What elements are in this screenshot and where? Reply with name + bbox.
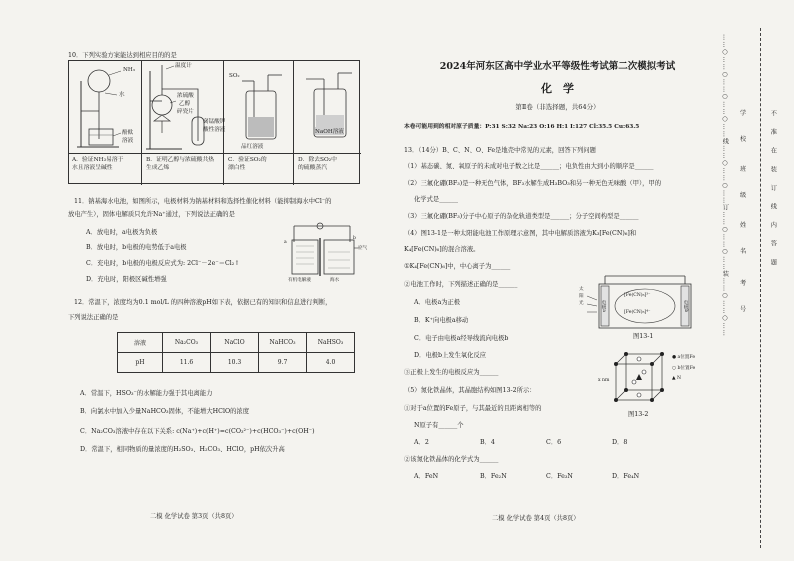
q11-fig-label2: 海水: [330, 278, 340, 283]
q13-p5-option-d: D．8: [612, 439, 628, 446]
binding-field-8: 号: [740, 306, 747, 313]
apparatus-d-diagram: [294, 61, 361, 153]
q13-p5-option2-b: B．Fe₂N: [480, 473, 507, 480]
q11-option-d: D．充电时，阳极区碱性增强: [86, 276, 167, 283]
q11-option-c: C．充电时，b电极的电极反应式为: 2Cl⁻－2e⁻＝Cl₂↑: [86, 260, 240, 267]
fig13-1-ion-2: [Fe(CN)₆]⁴⁻: [624, 310, 651, 315]
q13-part4c: ①K₄[Fe(CN)₆]中，中心离子为______: [404, 263, 511, 270]
fig13-1-sun-3: 光: [579, 301, 584, 306]
q10-option-c: C．验证SO₂的 漂白性: [228, 157, 267, 171]
label-thermometer: 温度计: [175, 63, 192, 69]
fig13-1-electrode-b: 电极b: [683, 300, 688, 313]
fig13-2-legend-a: ● a位置Fe: [672, 355, 696, 360]
label-acid2: 乙醇: [179, 101, 191, 107]
fig13-2-legend-b: ○ b位置Fe: [672, 366, 696, 371]
fig13-1-sun-1: 太: [579, 287, 584, 292]
q12-option-d: D．常温下，相同物质的量浓度的H₂SO₃、H₂CO₃、HClO，pH依次升高: [80, 446, 285, 453]
label-naoh: NaOH溶液: [315, 129, 344, 135]
q12-option-a: A．常温下，HSO₃⁻的水解能力强于其电离能力: [80, 390, 213, 397]
q13-p5-option2-c: C．Fe₃N: [546, 473, 573, 480]
atomic-masses: 本卷可能用到的相对原子质量：P:31 S:32 Na:23 O:16 H:1 I:127 Cl:35.5 Cu:63.5: [404, 124, 640, 130]
q11-fig-label1: 有机电解液: [288, 278, 311, 283]
fig13-2-caption: 图13-2: [628, 411, 649, 418]
fig13-1-electrode-a: 电极a: [601, 300, 606, 312]
binding-field-1: 学: [740, 110, 747, 117]
table-row: 溶液 Na₂CO₃ NaClO NaHCO₃ NaHSO₃: [118, 333, 355, 353]
q10-option-b: B．证明乙醇与浓硫酸共热 生成乙烯: [146, 157, 215, 171]
q11-stem-2: 放电产生），固体电解质只允许Na⁺通过，下列说法正确的是: [68, 211, 235, 218]
section-title: 第Ⅱ卷（非选择题，共64分）: [515, 103, 600, 111]
q11-option-a: A．放电时，a电极为负极: [86, 229, 158, 236]
fig13-1-sun-2: 阳: [579, 294, 584, 299]
right-page: [400, 0, 715, 561]
q11-fig-b: b: [353, 236, 356, 241]
q13-p5-option2-d: D．Fe₄N: [612, 473, 640, 480]
fig13-1-caption: 图13-1: [633, 333, 654, 340]
q13-p4-option-c: C．电子由电极a经导线流向电极b: [414, 335, 509, 342]
q10-apparatus-table: [68, 60, 360, 184]
fig13-2-legend-n: ▲ N: [672, 376, 682, 381]
q13-part5c: N原子有______个: [414, 422, 464, 429]
binding-margin: [716, 0, 794, 561]
label-red-solution: 品红溶液: [241, 144, 264, 150]
binding-field-5: 姓: [740, 222, 747, 229]
binding-field-4: 级: [740, 192, 747, 199]
binding-field-7: 考: [740, 280, 747, 287]
q11-option-b: B．放电时，b电极的电势低于a电极: [86, 244, 187, 251]
q13-part4b: K₄[Fe(CN)₆]的混合溶液。: [404, 246, 480, 253]
q10-option-a: A．验证NH₃易溶于 水且溶液呈碱性: [72, 157, 124, 171]
q13-p5-option-a: A．2: [414, 439, 429, 446]
q13-stem: 13．（14分）B、C、N、O、Fe是地壳中常见的元素，回答下列问题: [404, 147, 596, 154]
label-water: 水: [119, 92, 125, 98]
q13-part5d: ②该氮化铁晶体的化学式为______: [404, 456, 499, 463]
binding-field-6: 名: [740, 248, 747, 255]
q13-part4d: ②电池工作时，下列描述正确的是______: [404, 281, 518, 288]
label-kmno4-2: 酸性溶液: [203, 127, 226, 133]
q13-part3: （3）三氟化硼(BF₃)分子中心原子的杂化轨道类型是______；分子空间构型是______: [404, 213, 639, 220]
q13-p5-option-b: B．4: [480, 439, 495, 446]
q12-ph-table: [117, 332, 355, 373]
q12-option-b: B．向氯水中加入少量NaHCO₃固体，不能增大HClO的浓度: [80, 408, 250, 415]
label-phenol: 酚酞: [122, 130, 134, 136]
label-acid3: 碎瓷片: [177, 109, 194, 115]
exam-title: 2024年河东区高中学业水平等级性考试第二次模拟考试: [439, 61, 676, 72]
q13-part5b: ①对于a位置的Fe原子，与其最近的且距离相等的: [404, 405, 542, 412]
q13-part4a: （4）图13-1是一种太阳能电池工作原理示意图，其中电解质溶液为K₃[Fe(CN)₆]和: [404, 230, 637, 237]
binding-warning: 不 准 在 装 订 线 内 答 题: [769, 110, 777, 265]
q10-stem: 10．下列实验方案能达到相应目的的是: [68, 52, 177, 59]
table-row: pH 11.6 10.3 9.7 4.0: [118, 353, 355, 373]
q12-stem-1: 12．常温下，浓度均为0.1 mol/L 的四种溶液pH如下表，依据已有的知识和信息进行判断，: [74, 299, 332, 306]
q11-fig-a: a: [284, 240, 287, 245]
q13-part5a: （5）氮化铁晶体，其晶胞结构如图13-2所示：: [404, 387, 536, 394]
left-footer: 二模 化学试卷 第3页（共8页）: [150, 513, 238, 520]
fig13-1-ion-1: [Fe(CN)₆]³⁻: [624, 293, 651, 298]
label-acid1: 浓硫酸: [177, 93, 194, 99]
label-so2: SO₂: [229, 73, 240, 79]
q13-part2b: 化学式是______: [414, 196, 459, 203]
q13-p4-option-a: A．电极a为正极: [414, 299, 461, 306]
q13-p4-option-b: B．K⁺向电极a移动: [414, 317, 469, 324]
fig-13-2-crystal-cell: [610, 350, 670, 410]
q11-stem-1: 11．钠基海水电池，如图所示，电极材料为钠基材料和选择性催化材料（能抑制海水中Cl⁻的: [74, 198, 332, 205]
label-kmno4-1: 高锰酸钾: [203, 119, 226, 125]
label-nh3: NH₃: [123, 67, 136, 73]
fig13-2-dimension: x nm: [598, 378, 610, 383]
q12-option-c: C．Na₂CO₃溶液中存在以下关系: c(Na⁺)+c(H⁺)=c(CO₃²⁻)+c(HCO₃⁻)+c(OH⁻): [80, 428, 315, 435]
q11-fig-gas: 空气: [358, 246, 368, 251]
q13-p5-option-c: C．6: [546, 439, 562, 446]
q12-stem-2: 下列说法正确的是: [68, 314, 119, 321]
right-footer: 二模 化学试卷 第4页（共8页）: [492, 515, 580, 522]
q10-option-d: D．除去SO₂中 的硫酸蒸汽: [298, 157, 337, 171]
q13-p5-option2-a: A．FeN: [414, 473, 439, 480]
q13-p4-option-d: D．电极b上发生氧化反应: [414, 352, 487, 359]
label-solution: 溶液: [122, 138, 134, 144]
q13-part1: （1）基态碳、氮、氧原子的未成对电子数之比是______；电负性由大到小的顺序是______: [404, 163, 654, 170]
binding-dotted-line: ……○……○……○……○……线……○……○……订……○……○……装……○……○……: [721, 34, 729, 337]
binding-field-2: 校: [740, 136, 747, 143]
binding-field-3: 班: [740, 166, 747, 173]
subject-title: 化 学: [541, 82, 574, 95]
q13-part4e: ③正极上发生的电极反应为______: [404, 369, 499, 376]
q13-part2a: （2）三氟化硼(BF₃)是一种无色气体，BF₃水解生成H₃BO₃和另一种无色无味酸（甲），甲的: [404, 180, 662, 187]
